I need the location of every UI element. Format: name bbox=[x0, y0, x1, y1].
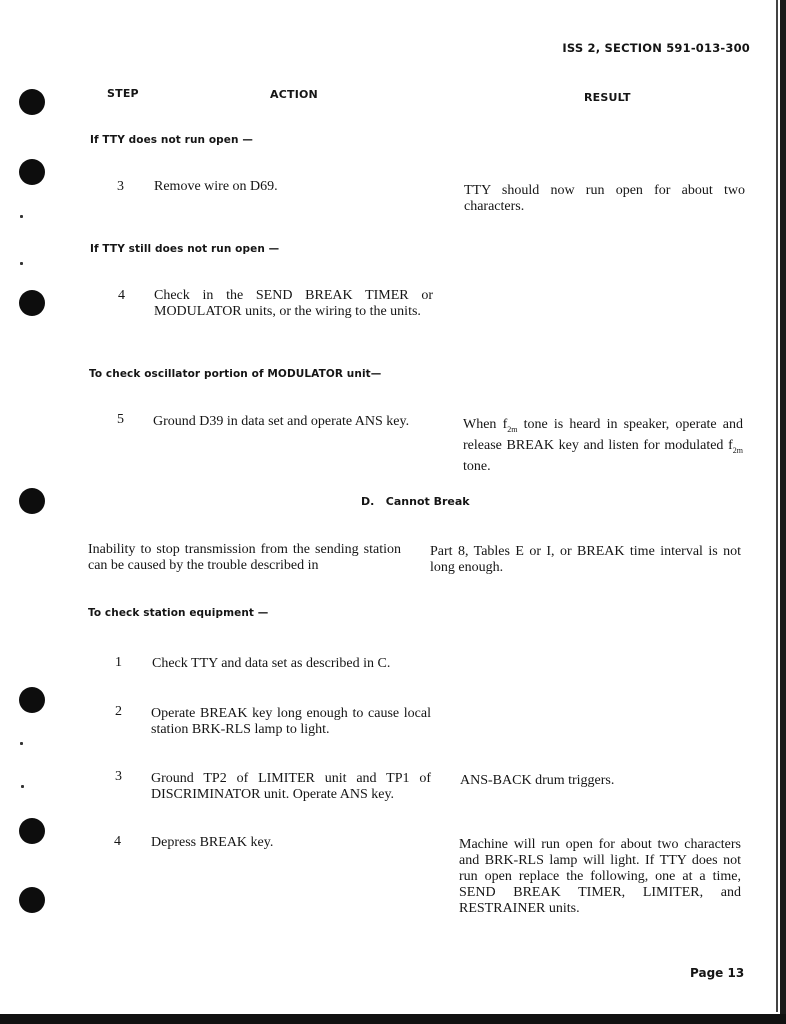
scan-speck bbox=[20, 742, 23, 745]
lead-station: To check station equipment — bbox=[88, 607, 269, 619]
page-number: Page 13 bbox=[690, 966, 745, 980]
punch-hole bbox=[19, 887, 45, 913]
column-header-action: ACTION bbox=[270, 88, 318, 101]
punch-hole bbox=[19, 159, 45, 185]
column-header-step: STEP bbox=[107, 87, 139, 100]
step-action: Check in the SEND BREAK TIMER or MODULATOR units, or the wiring to the units. bbox=[154, 288, 433, 319]
step-result: When $f_{2m}$ tone is heard in speaker, operate and release BREAK key and listen for modulated $f_{2m}$ tone. bbox=[463, 417, 743, 474]
step-action: Ground D39 in data set and operate ANS key. bbox=[153, 414, 410, 429]
step-action: Depress BREAK key. bbox=[151, 835, 274, 850]
scan-right-border bbox=[780, 0, 786, 1024]
punch-hole bbox=[19, 290, 45, 316]
punch-hole bbox=[19, 488, 45, 514]
scan-speck bbox=[20, 215, 23, 218]
step-action: Operate BREAK key long enough to cause local station BRK-RLS lamp to light. bbox=[151, 706, 431, 737]
step-number: 2 bbox=[115, 704, 122, 719]
punch-hole bbox=[19, 89, 45, 115]
scan-speck bbox=[21, 785, 24, 788]
punch-hole bbox=[19, 818, 45, 844]
step-action: Ground TP2 of LIMITER unit and TP1 of DISCRIMINATOR unit. Operate ANS key. bbox=[151, 771, 431, 802]
section-title: D. Cannot Break bbox=[361, 495, 470, 508]
step-result: ANS-BACK drum triggers. bbox=[460, 773, 615, 788]
step-number: 1 bbox=[115, 655, 122, 670]
step-action: Remove wire on D69. bbox=[154, 179, 278, 194]
step-number: 4 bbox=[114, 834, 121, 849]
scan-bottom-border bbox=[0, 1014, 786, 1024]
scan-speck bbox=[20, 262, 23, 265]
punch-hole bbox=[19, 687, 45, 713]
step-number: 4 bbox=[118, 288, 125, 303]
page-edge-line bbox=[776, 0, 778, 1012]
step-number: 3 bbox=[115, 769, 122, 784]
column-header-result: RESULT bbox=[584, 91, 631, 104]
step-result: Machine will run open for about two characters and BRK-RLS lamp will light. If TTY does not run open replace the following, one at a time, SEND BREAK TIMER, LIMITER, and RESTRAINER units. bbox=[459, 837, 741, 916]
step-result: TTY should now run open for about two characters. bbox=[464, 183, 745, 214]
intro-left: Inability to stop transmission from the sending station can be caused by the trouble described in bbox=[88, 542, 401, 573]
intro-right: Part 8, Tables E or I, or BREAK time interval is not long enough. bbox=[430, 544, 741, 575]
step-action: Check TTY and data set as described in C. bbox=[152, 656, 391, 671]
step-number: 5 bbox=[117, 412, 124, 427]
lead-run-open: If TTY does not run open — bbox=[90, 134, 253, 146]
issue-header: ISS 2, SECTION 591-013-300 bbox=[562, 41, 750, 55]
lead-still-not-open: If TTY still does not run open — bbox=[90, 243, 280, 255]
lead-oscillator: To check oscillator portion of MODULATOR unit— bbox=[89, 368, 382, 380]
step-number: 3 bbox=[117, 179, 124, 194]
